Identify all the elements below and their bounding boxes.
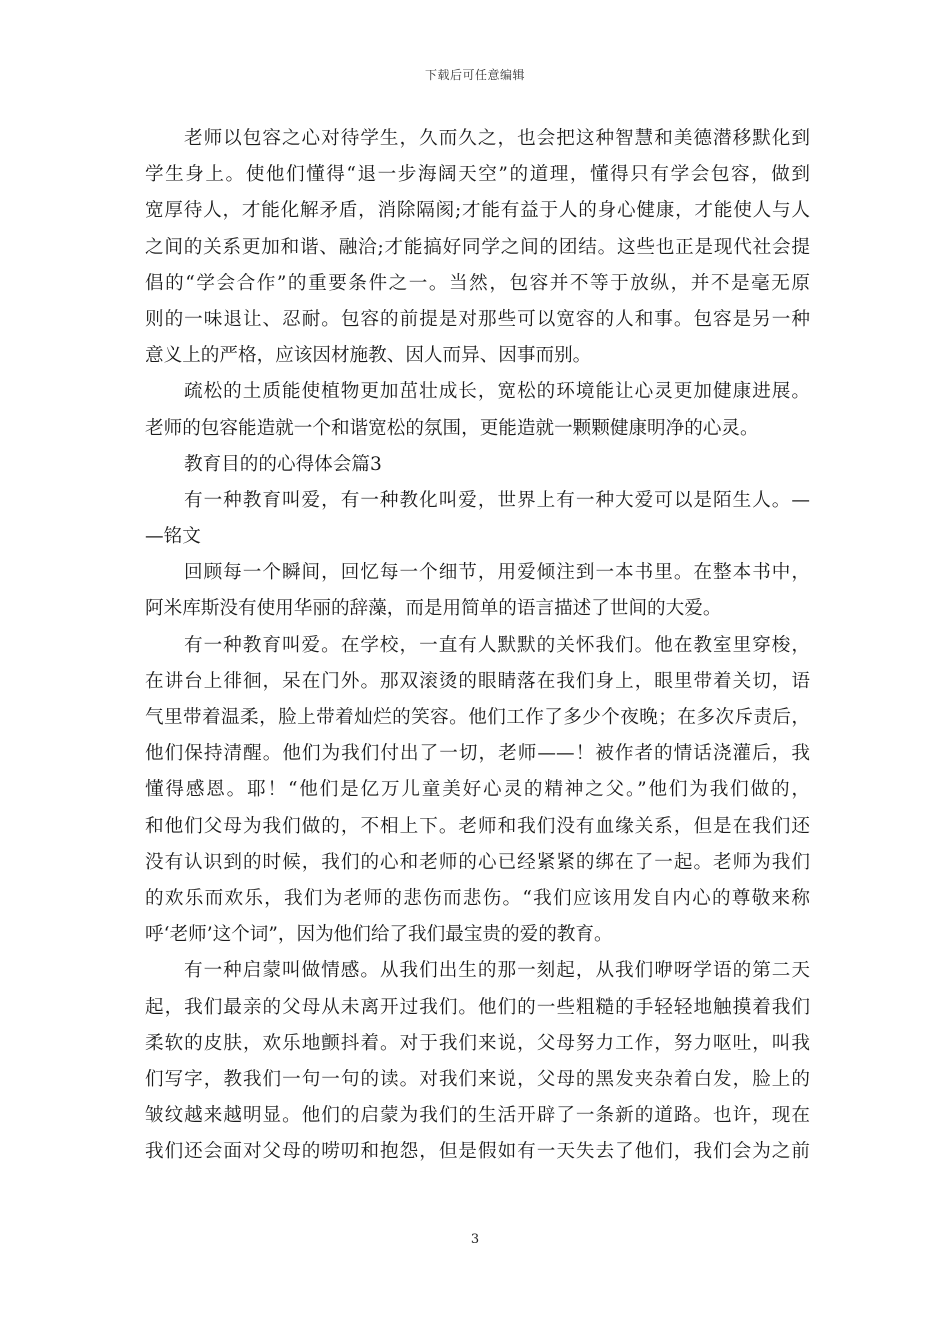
text-line: 之间的关系更加和谐、融洽;才能搞好同学之间的团结。这些也正是现代社会提	[145, 236, 810, 258]
document-body	[145, 121, 810, 1170]
text-line: 有一种教育叫爱，有一种教化叫爱，世界上有一种大爱可以是陌生人。—	[184, 489, 810, 511]
text-line: 教育目的的心得体会篇3	[184, 453, 382, 475]
text-line: 的欢乐而欢乐，我们为老师的悲伤而悲伤。“我们应该用发自内心的尊敬来称	[145, 887, 810, 909]
text-line: 则的一味退让、忍耐。包容的前提是对那些可以宽容的人和事。包容是另一种	[145, 308, 810, 330]
text-line: 学生身上。使他们懂得“退一步海阔天空”的道理，懂得只有学会包容，做到	[145, 164, 810, 186]
text-line: 起，我们最亲的父母从未离开过我们。他们的一些粗糙的手轻轻地触摸着我们	[145, 996, 810, 1018]
text-line: 们写字，教我们一句一句的读。对我们来说，父母的黑发夹杂着白发，脸上的	[145, 1068, 810, 1090]
text-line: 柔软的皮肤，欢乐地颤抖着。对于我们来说，父母努力工作，努力呕吐，叫我	[145, 1032, 810, 1054]
text-line: 倡的“学会合作”的重要条件之一。当然，包容并不等于放纵，并不是毫无原	[145, 272, 810, 294]
text-line: 有一种教育叫爱。在学校，一直有人默默的关怀我们。他在教室里穿梭，	[184, 634, 810, 656]
text-line: 和他们父母为我们做的，不相上下。老师和我们没有血缘关系，但是在我们还	[145, 815, 810, 837]
page-number: 3	[470, 1232, 480, 1247]
text-line: 在讲台上徘徊，呆在门外。那双滚烫的眼睛落在我们身上，眼里带着关切，语	[145, 670, 810, 692]
text-line: 回顾每一个瞬间，回忆每一个细节，用爱倾注到一本书里。在整本书中，	[184, 562, 810, 584]
text-line: 老师以包容之心对待学生，久而久之，也会把这种智慧和美德潜移默化到	[184, 128, 810, 149]
text-line: 没有认识到的时候，我们的心和老师的心已经紧紧的绑在了一起。老师为我们	[145, 851, 810, 873]
text-line: 意义上的严格，应该因材施教、因人而异、因事而别。	[145, 345, 592, 367]
text-line: 疏松的土质能使植物更加茁壮成长，宽松的环境能让心灵更加健康进展。	[184, 381, 810, 403]
text-line: 我们还会面对父母的唠叨和抱怨，但是假如有一天失去了他们，我们会为之前	[145, 1141, 810, 1163]
text-line: 老师的包容能造就一个和谐宽松的氛围，更能造就一颗颗健康明净的心灵。	[145, 417, 759, 439]
text-line: 有一种启蒙叫做情感。从我们出生的那一刻起，从我们咿呀学语的第二天	[184, 960, 810, 982]
text-line: 气里带着温柔，脸上带着灿烂的笑容。他们工作了多少个夜晚；在多次斥责后，	[145, 707, 810, 728]
text-line: 阿米库斯没有使用华丽的辞藻，而是用简单的语言描述了世间的大爱。	[145, 598, 722, 620]
text-line: 呼‘老师’这个词”，因为他们给了我们最宝贵的爱的教育。	[145, 924, 613, 946]
text-line: 皱纹越来越明显。他们的启蒙为我们的生活开辟了一条新的道路。也许，现在	[145, 1105, 810, 1127]
text-line: —铭文	[145, 526, 201, 548]
text-line: 宽厚待人，才能化解矛盾，消除隔阂;才能有益于人的身心健康，才能使人与人	[145, 200, 810, 222]
text-line: 他们保持清醒。他们为我们付出了一切，老师——！被作者的情话浇灌后，我	[145, 743, 810, 765]
text-line: 懂得感恩。耶！“他们是亿万儿童美好心灵的精神之父。”他们为我们做的，	[145, 779, 810, 801]
page-header: 下载后可任意编辑	[424, 68, 525, 82]
